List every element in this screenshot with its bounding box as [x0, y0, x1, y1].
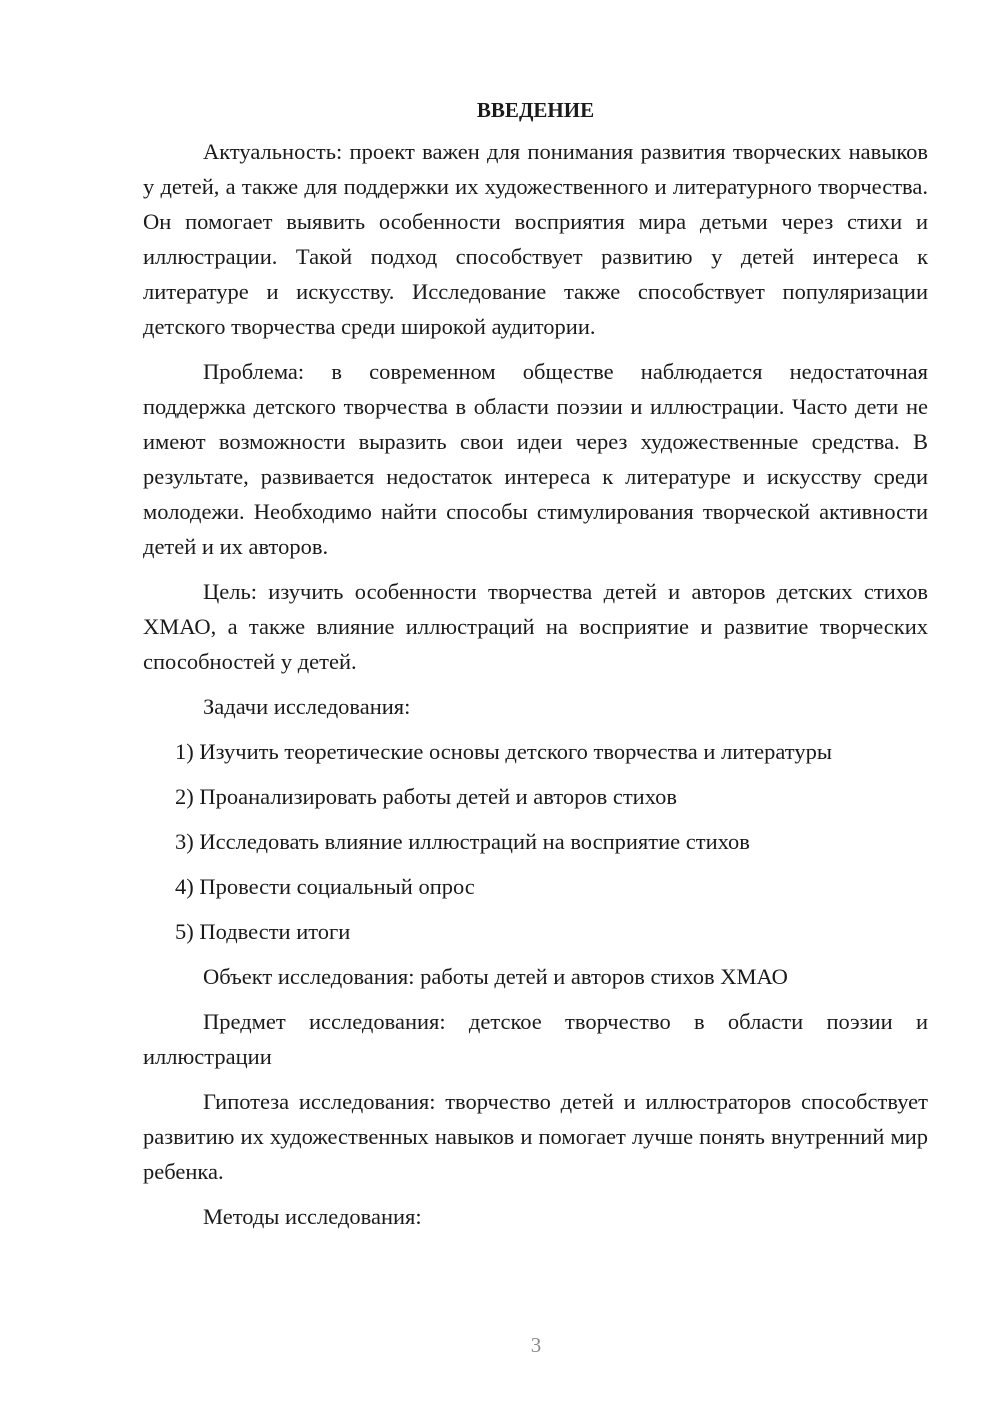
task-item: 4) Провести социальный опрос — [175, 874, 475, 899]
problem-paragraph: Проблема: в современном обществе наблюдается недостаточная поддержка детского творчества в области поэзии и иллюстрации. Часто дети не имеют возможности выразить свои идеи через художественные средства. В результате, развивается недостаток интереса к литературе и искусству среди молодежи. Необходимо найти способы стимулирования творческой активности детей и их авторов. — [143, 359, 928, 559]
document-page — [143, 90, 928, 1234]
task-item: 5) Подвести итоги — [175, 919, 351, 944]
goal-paragraph: Цель: изучить особенности творчества детей и авторов детских стихов ХМАО, а также влияние иллюстраций на восприятие и развитие творческих способностей у детей. — [143, 579, 928, 674]
page-title: ВВЕДЕНИЕ — [476, 98, 595, 122]
object-paragraph: Объект исследования: работы детей и авторов стихов ХМАО — [203, 964, 788, 989]
task-item: 2) Проанализировать работы детей и авторов стихов — [175, 784, 677, 809]
tasks-heading: Задачи исследования: — [203, 694, 411, 719]
page-number: 3 — [530, 1333, 542, 1357]
task-item: 1) Изучить теоретические основы детского творчества и литературы — [175, 739, 832, 764]
subject-paragraph: Предмет исследования: детское творчество в области поэзии и иллюстрации — [143, 1009, 928, 1069]
relevance-paragraph: Актуальность: проект важен для понимания развития творческих навыков у детей, а также для поддержки их художественного и литературного творчества. Он помогает выявить особенности восприятия мира детьми через стихи и иллюстрации. Такой подход способствует развитию у детей интереса к литературе и искусству. Исследование также способствует популяризации детского творчества среди широкой аудитории. — [143, 139, 928, 339]
hypothesis-paragraph: Гипотеза исследования: творчество детей и иллюстраторов способствует развитию их художественных навыков и помогает лучше понять внутренний мир ребенка. — [143, 1089, 928, 1184]
task-item: 3) Исследовать влияние иллюстраций на восприятие стихов — [175, 829, 750, 854]
methods-heading: Методы исследования: — [203, 1204, 422, 1229]
